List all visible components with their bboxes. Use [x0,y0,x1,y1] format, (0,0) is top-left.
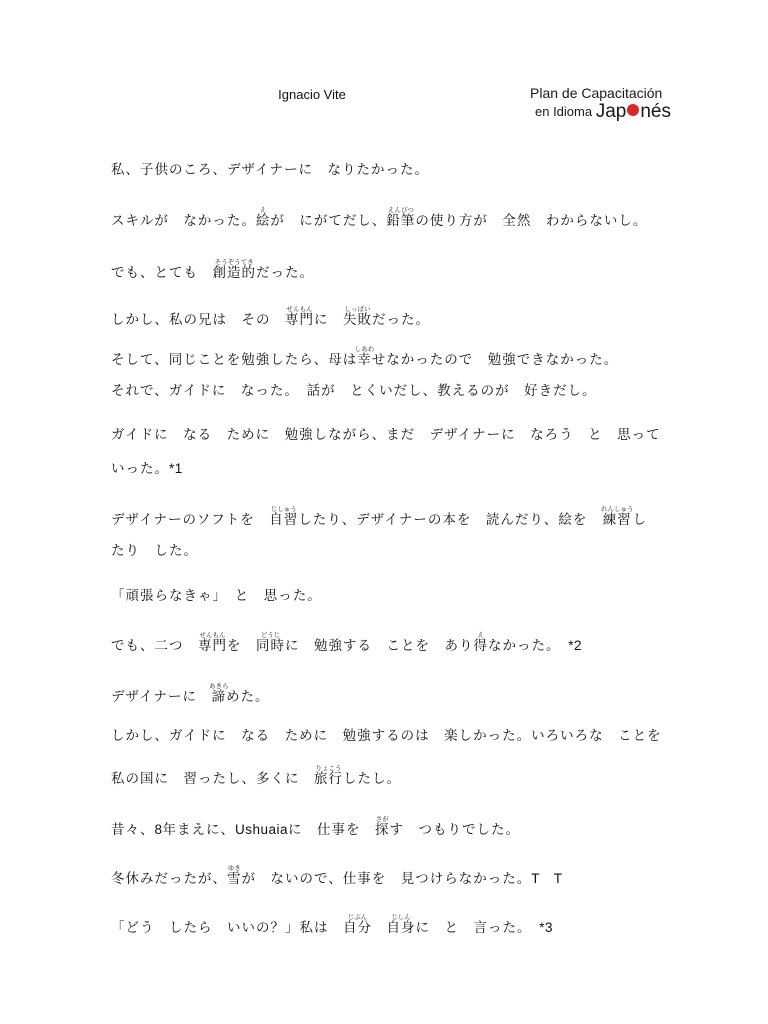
kanji-base: 探 [375,822,390,838]
kanji-base: 同時 [256,638,285,654]
text-segment: したり、デザイナーの本を 読んだり、絵を [298,512,602,528]
latin-text: 8 [154,822,163,837]
furigana-word [343,913,372,936]
furigana-reading: そうぞうてき [212,258,256,266]
furigana-word [375,815,390,838]
line-4 [111,305,430,330]
furigana-reading: せんもん [198,631,227,639]
line-13 [111,682,270,707]
line-10 [111,541,198,561]
furigana-reading: れんしゅう [600,505,634,513]
line-14 [111,726,662,746]
line-18 [111,913,553,938]
furigana-word [314,764,343,787]
text-segment: したし。 [343,771,401,787]
line-1 [111,160,429,180]
text-segment: せなかったので 勉強できなかった。 [371,352,619,368]
kanji-base: 絵 [255,213,271,229]
line-8 [111,459,183,479]
latin-text: *1 [169,461,183,476]
kanji-base: 幸 [354,352,375,368]
text-segment: でも、とても [111,265,213,281]
text-segment: でも、二つ [111,638,198,654]
text-segment: なかった。 [488,638,569,654]
furigana-word [473,631,489,654]
kanji-base: 専門 [285,312,314,328]
text-segment: 昔々、 [111,822,155,838]
kanji-base: 諦 [209,689,229,705]
latin-text: T T [531,871,563,886]
furigana-word [256,631,285,654]
furigana-reading: しあわ [354,345,375,353]
line-9 [111,505,647,530]
text-segment: しかし、私の兄は その [111,312,285,328]
latin-text: *3 [539,920,554,935]
text-segment: デザイナーに [111,689,212,705]
furigana-word [285,305,314,328]
kanji-base: 自分 [343,920,372,936]
text-segment: たり した。 [111,543,198,559]
kanji-base: 自習 [269,512,299,528]
text-segment: 「どう したら いいの？」私は [111,920,343,936]
kanji-base: 自身 [386,920,416,936]
furigana-word [386,206,416,229]
text-segment: 「頑張らなきゃ」 と 思った。 [111,588,322,604]
logo-word-start: Jap [595,101,627,122]
kanji-base: 創造的 [212,265,256,281]
logo-line-2-prefix: en Idioma [535,104,596,119]
furigana-reading: ゆき [227,864,242,872]
line-15 [111,764,401,789]
kanji-base: 失敗 [343,312,372,328]
kanji-base: 練習 [600,512,634,528]
text-segment: し [632,512,648,528]
logo-line-2 [535,102,750,122]
furigana-reading: え [473,631,488,639]
kanji-base: 鉛筆 [386,213,416,229]
text-segment: だった。 [372,312,430,328]
kanji-base: 雪 [227,871,242,887]
text-segment: に と 言った。 [415,920,540,936]
text-segment: ガイドに なる ために 勉強しながら、まだ デザイナーに なろう と 思って [111,427,661,443]
line-16 [111,815,520,840]
text-segment [372,920,387,936]
text-segment: に 勉強する ことを あり [285,638,474,654]
line-5 [111,345,618,370]
furigana-reading: りょこう [314,764,343,772]
line-3 [111,258,314,283]
kanji-base: 専門 [198,638,227,654]
author-name: Ignacio Vite [278,87,346,102]
text-segment: しかし、ガイドに なる ために 勉強するのは 楽しかった。いろいろな ことを [111,728,662,744]
latin-text: *2 [568,638,583,653]
text-segment: が にがてだし、 [270,213,387,229]
furigana-word [386,913,416,936]
furigana-word [600,505,634,528]
furigana-reading: え [255,206,271,214]
text-segment: いった。 [111,461,169,477]
line-6 [111,381,597,401]
furigana-reading: どうじ [256,631,285,639]
text-segment: 私の国に 習ったし、多くに [111,771,314,787]
text-segment: だった。 [256,265,314,281]
kanji-base: 旅行 [314,771,343,787]
text-segment: が ないので、仕事を 見つけらなかった。 [241,871,532,887]
furigana-word [198,631,227,654]
text-segment: デザイナーのソフトを [111,512,270,528]
furigana-reading: じぶん [343,913,372,921]
furigana-reading: せんもん [285,305,314,313]
line-11 [111,586,322,606]
line-17 [111,864,562,889]
furigana-reading: じしゅう [269,505,299,513]
furigana-word [269,505,299,528]
furigana-word [227,864,242,887]
course-logo [530,85,750,122]
text-segment: す つもりでした。 [389,822,521,838]
furigana-word [255,206,271,229]
furigana-reading: じしん [386,913,416,921]
logo-word-end: nés [640,101,671,122]
furigana-reading: あきら [209,682,229,690]
text-segment: そして、同じことを勉強したら、母は [111,352,358,368]
furigana-word [343,305,372,328]
red-dot-icon [627,104,639,116]
text-segment: 冬休みだったが、 [111,871,227,887]
text-segment: めた。 [226,689,270,705]
text-segment: それで、ガイドに なった。 話が とくいだし、教えるのが 好きだし。 [111,383,597,399]
furigana-word [212,258,257,281]
kanji-base: 得 [473,638,488,654]
latin-text: Ushuaia [235,822,289,837]
furigana-reading: さが [375,815,390,823]
text-segment: を [227,638,256,654]
furigana-reading: しっぱい [343,305,372,313]
furigana-word [209,682,229,705]
text-segment: 年まえに、 [162,822,236,838]
text-segment: 私、子供のころ、デザイナーに なりたかった。 [111,162,430,178]
text-segment: の使り方が 全然 わからないし。 [415,213,648,229]
text-segment: に 仕事を [288,822,376,838]
text-segment: スキルが なかった。 [111,213,256,229]
line-7 [111,425,661,445]
line-12 [111,631,582,656]
line-2 [111,206,647,231]
text-segment: に [314,312,343,328]
furigana-word [354,345,375,368]
furigana-reading: えんぴつ [386,206,416,214]
logo-line-1: Plan de Capacitación [530,85,663,101]
